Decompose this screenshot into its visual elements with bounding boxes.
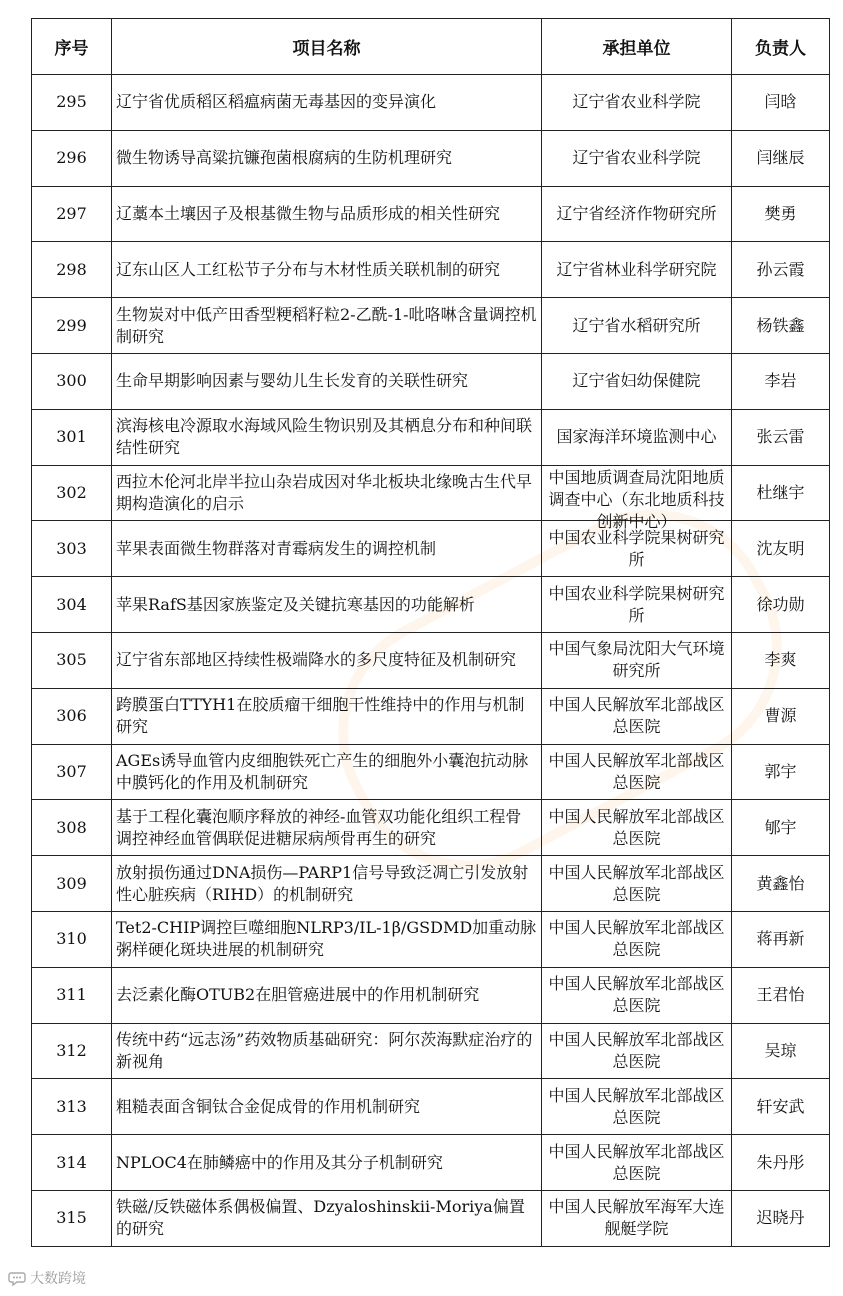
cell-lead-text: 郭宇 bbox=[764, 761, 797, 781]
cell-project-name-text: 滨海核电冷源取水海域风险生物识别及其栖息分布和种间联结性研究 bbox=[116, 416, 533, 458]
cell-project-name-text: Tet2-CHIP调控巨噬细胞NLRP3/IL-1β/GSDMD加重动脉粥样硬化斑块进展的机制研究 bbox=[116, 918, 537, 960]
cell-project-name bbox=[112, 1190, 542, 1246]
table-row bbox=[32, 186, 830, 242]
cell-lead bbox=[732, 688, 830, 744]
table-row bbox=[32, 856, 830, 912]
cell-lead bbox=[732, 75, 830, 131]
table-row bbox=[32, 800, 830, 856]
cell-unit bbox=[542, 856, 732, 912]
cell-project-name bbox=[112, 75, 542, 131]
cell-lead-text: 轩安武 bbox=[756, 1096, 805, 1116]
cell-unit bbox=[542, 130, 732, 186]
cell-no bbox=[32, 632, 112, 688]
cell-project-name-text: NPLOC4在肺鳞癌中的作用及其分子机制研究 bbox=[116, 1152, 443, 1172]
cell-project-name bbox=[112, 1079, 542, 1135]
cell-lead-text: 吴琼 bbox=[764, 1040, 797, 1060]
cell-lead-text: 李岩 bbox=[764, 371, 797, 391]
cell-lead bbox=[732, 298, 830, 354]
cell-lead bbox=[732, 744, 830, 800]
cell-unit-text: 中国人民解放军北部战区总医院 bbox=[548, 750, 725, 792]
cell-project-name-text: AGEs诱导血管内皮细胞铁死亡产生的细胞外小囊泡抗动脉中膜钙化的作用及机制研究 bbox=[116, 750, 529, 792]
cell-lead-text: 闫晗 bbox=[764, 92, 797, 112]
cell-no bbox=[32, 465, 112, 521]
table-row bbox=[32, 688, 830, 744]
cell-project-name-text: 辽宁省优质稻区稻瘟病菌无毒基因的变异演化 bbox=[116, 92, 437, 112]
cell-project-name-text: 生物炭对中低产田香型粳稻籽粒2-乙酰-1-吡咯啉含量调控机制研究 bbox=[116, 304, 537, 346]
cell-lead bbox=[732, 1190, 830, 1246]
cell-lead-text: 迟晓丹 bbox=[756, 1208, 805, 1228]
header-unit: 承担单位 bbox=[542, 19, 732, 75]
cell-project-name bbox=[112, 800, 542, 856]
cell-no bbox=[32, 1190, 112, 1246]
cell-no-text: 310 bbox=[56, 929, 87, 949]
cell-lead-text: 王君怡 bbox=[756, 985, 805, 1005]
cell-no bbox=[32, 409, 112, 465]
table-header-row bbox=[32, 19, 830, 75]
cell-unit-text: 中国人民解放军北部战区总医院 bbox=[548, 862, 725, 904]
cell-lead bbox=[732, 1079, 830, 1135]
cell-unit bbox=[542, 688, 732, 744]
project-table bbox=[31, 18, 830, 1247]
cell-project-name-text: 苹果表面微生物群落对青霉病发生的调控机制 bbox=[116, 538, 437, 558]
cell-no bbox=[32, 800, 112, 856]
table-row bbox=[32, 1190, 830, 1246]
cell-lead-text: 郇宇 bbox=[764, 817, 797, 837]
cell-no bbox=[32, 856, 112, 912]
cell-unit-text: 中国农业科学院果树研究所 bbox=[548, 527, 725, 569]
cell-project-name bbox=[112, 911, 542, 967]
cell-unit-text: 辽宁省农业科学院 bbox=[572, 92, 701, 112]
cell-no-text: 297 bbox=[56, 203, 87, 223]
cell-no-text: 309 bbox=[56, 873, 87, 893]
cell-project-name-text: 传统中药“远志汤”药效物质基础研究：阿尔茨海默症治疗的新视角 bbox=[116, 1029, 533, 1071]
cell-lead bbox=[732, 911, 830, 967]
cell-unit-text: 中国地质调查局沈阳地质调查中心（东北地质科技创新中心） bbox=[548, 467, 725, 531]
cell-no-text: 300 bbox=[56, 371, 87, 391]
table-row bbox=[32, 967, 830, 1023]
cell-no bbox=[32, 298, 112, 354]
cell-project-name bbox=[112, 1135, 542, 1191]
cell-no-text: 295 bbox=[56, 92, 87, 112]
cell-lead bbox=[732, 800, 830, 856]
table-row bbox=[32, 632, 830, 688]
cell-no bbox=[32, 688, 112, 744]
cell-no bbox=[32, 744, 112, 800]
cell-lead bbox=[732, 186, 830, 242]
cell-unit-text: 中国人民解放军北部战区总医院 bbox=[548, 974, 725, 1016]
table-row bbox=[32, 911, 830, 967]
cell-lead bbox=[732, 521, 830, 577]
cell-no bbox=[32, 130, 112, 186]
cell-unit bbox=[542, 1023, 732, 1079]
cell-project-name-text: 放射损伤通过DNA损伤—PARP1信号导致泛凋亡引发放射性心脏疾病（RIHD）的机制研究 bbox=[116, 862, 529, 904]
cell-unit-text: 中国人民解放军北部战区总医院 bbox=[548, 1029, 725, 1071]
cell-no bbox=[32, 353, 112, 409]
cell-unit bbox=[542, 521, 732, 577]
cell-unit bbox=[542, 298, 732, 354]
footer-source-label: 大数跨境 bbox=[30, 1271, 86, 1287]
cell-project-name-text: 微生物诱导高粱抗镰孢菌根腐病的生防机理研究 bbox=[116, 148, 453, 168]
table-row bbox=[32, 577, 830, 633]
cell-project-name bbox=[112, 856, 542, 912]
chat-bubble-icon bbox=[8, 1269, 26, 1287]
footer-watermark bbox=[8, 1268, 86, 1288]
cell-lead bbox=[732, 967, 830, 1023]
cell-unit-text: 辽宁省林业科学研究院 bbox=[556, 259, 717, 279]
cell-lead-text: 朱丹彤 bbox=[756, 1152, 805, 1172]
cell-no-text: 298 bbox=[56, 259, 87, 279]
cell-unit bbox=[542, 242, 732, 298]
cell-unit-text: 中国人民解放军北部战区总医院 bbox=[548, 1141, 725, 1183]
cell-unit-text: 中国人民解放军北部战区总医院 bbox=[548, 918, 725, 960]
cell-project-name-text: 基于工程化囊泡顺序释放的神经-血管双功能化组织工程骨调控神经血管偶联促进糖尿病颅骨再生的研究 bbox=[116, 806, 522, 848]
cell-lead-text: 曹源 bbox=[764, 706, 797, 726]
cell-no-text: 314 bbox=[56, 1152, 87, 1172]
cell-unit-text: 中国人民解放军北部战区总医院 bbox=[548, 695, 725, 737]
cell-project-name-text: 跨膜蛋白TTYH1在胶质瘤干细胞干性维持中的作用与机制研究 bbox=[116, 695, 525, 737]
cell-unit-text: 中国人民解放军北部战区总医院 bbox=[548, 1085, 725, 1127]
table-body bbox=[32, 75, 830, 1247]
cell-no-text: 308 bbox=[56, 817, 87, 837]
cell-lead-text: 蒋再新 bbox=[756, 929, 805, 949]
cell-unit-text: 中国人民解放军北部战区总医院 bbox=[548, 806, 725, 848]
cell-unit bbox=[542, 353, 732, 409]
cell-no-text: 313 bbox=[56, 1096, 87, 1116]
cell-no-text: 311 bbox=[56, 985, 87, 1005]
cell-unit-text: 辽宁省经济作物研究所 bbox=[556, 203, 717, 223]
cell-project-name-text: 苹果RafS基因家族鉴定及关键抗寒基因的功能解析 bbox=[116, 594, 475, 614]
cell-project-name bbox=[112, 688, 542, 744]
cell-lead-text: 李爽 bbox=[764, 650, 797, 670]
cell-project-name bbox=[112, 353, 542, 409]
cell-no bbox=[32, 1135, 112, 1191]
cell-project-name bbox=[112, 242, 542, 298]
cell-unit bbox=[542, 465, 732, 531]
cell-project-name bbox=[112, 298, 542, 354]
cell-no-text: 305 bbox=[56, 650, 87, 670]
cell-no bbox=[32, 967, 112, 1023]
cell-no bbox=[32, 521, 112, 577]
cell-no bbox=[32, 577, 112, 633]
cell-unit-text: 国家海洋环境监测中心 bbox=[556, 427, 717, 447]
table-row bbox=[32, 75, 830, 131]
cell-no-text: 306 bbox=[56, 706, 87, 726]
cell-no bbox=[32, 1079, 112, 1135]
cell-project-name-text: 铁磁/反铁磁体系偶极偏置、Dzyaloshinskii-Moriya偏置的研究 bbox=[116, 1197, 525, 1239]
cell-no bbox=[32, 1023, 112, 1079]
cell-no bbox=[32, 186, 112, 242]
cell-lead bbox=[732, 856, 830, 912]
cell-no-text: 296 bbox=[56, 148, 87, 168]
table-row bbox=[32, 353, 830, 409]
table-row bbox=[32, 465, 830, 521]
cell-no bbox=[32, 911, 112, 967]
cell-unit-text: 中国农业科学院果树研究所 bbox=[548, 583, 725, 625]
cell-unit bbox=[542, 409, 732, 465]
cell-lead-text: 杨铁鑫 bbox=[756, 315, 805, 335]
cell-lead bbox=[732, 353, 830, 409]
table-row bbox=[32, 1023, 830, 1079]
cell-no-text: 302 bbox=[56, 482, 87, 502]
header-lead: 负责人 bbox=[732, 19, 830, 75]
cell-project-name-text: 粗糙表面含铜钛合金促成骨的作用机制研究 bbox=[116, 1096, 421, 1116]
cell-unit-text: 中国人民解放军海军大连舰艇学院 bbox=[548, 1197, 725, 1239]
cell-lead bbox=[732, 577, 830, 633]
cell-unit bbox=[542, 75, 732, 131]
cell-lead bbox=[732, 409, 830, 465]
cell-project-name bbox=[112, 632, 542, 688]
cell-unit bbox=[542, 186, 732, 242]
cell-unit bbox=[542, 577, 732, 633]
cell-lead-text: 闫继辰 bbox=[756, 148, 805, 168]
cell-no bbox=[32, 75, 112, 131]
cell-project-name bbox=[112, 409, 542, 465]
cell-lead-text: 张云雷 bbox=[756, 427, 805, 447]
cell-unit bbox=[542, 800, 732, 856]
cell-project-name bbox=[112, 521, 542, 577]
cell-no-text: 307 bbox=[56, 761, 87, 781]
cell-lead bbox=[732, 242, 830, 298]
table-row bbox=[32, 298, 830, 354]
cell-project-name-text: 去泛素化酶OTUB2在胆管癌进展中的作用机制研究 bbox=[116, 985, 480, 1005]
cell-unit-text: 辽宁省农业科学院 bbox=[572, 148, 701, 168]
cell-project-name-text: 生命早期影响因素与婴幼儿生长发育的关联性研究 bbox=[116, 371, 469, 391]
cell-lead-text: 樊勇 bbox=[764, 203, 797, 223]
header-project-name: 项目名称 bbox=[112, 19, 542, 75]
cell-no-text: 299 bbox=[56, 315, 87, 335]
cell-lead bbox=[732, 1023, 830, 1079]
cell-project-name bbox=[112, 130, 542, 186]
table-row bbox=[32, 242, 830, 298]
cell-unit bbox=[542, 911, 732, 967]
cell-lead-text: 徐功勋 bbox=[756, 594, 805, 614]
cell-unit-text: 中国气象局沈阳大气环境研究所 bbox=[548, 639, 725, 681]
cell-project-name-text: 辽藁本土壤因子及根基微生物与品质形成的相关性研究 bbox=[116, 203, 501, 223]
table-row bbox=[32, 1135, 830, 1191]
cell-project-name-text: 西拉木伦河北岸半拉山杂岩成因对华北板块北缘晚古生代早期构造演化的启示 bbox=[116, 471, 533, 513]
cell-project-name bbox=[112, 1023, 542, 1079]
cell-project-name bbox=[112, 465, 542, 521]
cell-project-name bbox=[112, 967, 542, 1023]
cell-unit-text: 辽宁省水稻研究所 bbox=[572, 315, 701, 335]
cell-no-text: 304 bbox=[56, 594, 87, 614]
cell-project-name bbox=[112, 186, 542, 242]
cell-lead bbox=[732, 130, 830, 186]
table-row bbox=[32, 521, 830, 577]
cell-no bbox=[32, 242, 112, 298]
cell-lead-text: 黄鑫怡 bbox=[756, 873, 805, 893]
cell-lead-text: 孙云霞 bbox=[756, 259, 805, 279]
cell-no-text: 301 bbox=[56, 427, 87, 447]
cell-unit-text: 辽宁省妇幼保健院 bbox=[572, 371, 701, 391]
cell-lead-text: 杜继宇 bbox=[756, 482, 805, 502]
cell-lead bbox=[732, 1135, 830, 1191]
cell-no-text: 303 bbox=[56, 538, 87, 558]
table-row bbox=[32, 1079, 830, 1135]
cell-unit bbox=[542, 967, 732, 1023]
table-row bbox=[32, 744, 830, 800]
cell-project-name-text: 辽宁省东部地区持续性极端降水的多尺度特征及机制研究 bbox=[116, 650, 517, 670]
header-no: 序号 bbox=[32, 19, 112, 75]
cell-unit bbox=[542, 1135, 732, 1191]
cell-project-name bbox=[112, 744, 542, 800]
cell-unit bbox=[542, 1190, 732, 1246]
cell-lead bbox=[732, 465, 830, 521]
cell-no-text: 315 bbox=[56, 1208, 87, 1228]
cell-unit bbox=[542, 744, 732, 800]
cell-unit bbox=[542, 632, 732, 688]
table-row bbox=[32, 409, 830, 465]
cell-project-name bbox=[112, 577, 542, 633]
cell-lead bbox=[732, 632, 830, 688]
cell-unit bbox=[542, 1079, 732, 1135]
cell-lead-text: 沈友明 bbox=[756, 538, 805, 558]
cell-no-text: 312 bbox=[56, 1040, 87, 1060]
cell-project-name-text: 辽东山区人工红松节子分布与木材性质关联机制的研究 bbox=[116, 259, 501, 279]
table-row bbox=[32, 130, 830, 186]
